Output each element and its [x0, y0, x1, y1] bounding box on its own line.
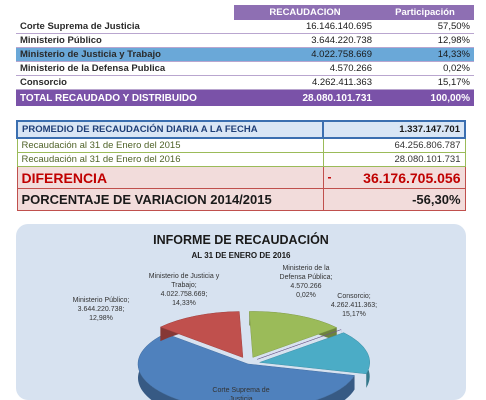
- total-label: TOTAL RECAUDADO Y DISTRIBUIDO: [16, 90, 234, 107]
- porcentaje-row[interactable]: [17, 189, 465, 211]
- total-value: 28.080.101.731: [234, 90, 376, 107]
- label-justicia-line: Trabajo;: [171, 282, 197, 289]
- row-pct: 15,17%: [376, 76, 474, 90]
- label-corte: [196, 386, 286, 400]
- recaudacion-2015-row[interactable]: [17, 138, 465, 153]
- chart-title: INFORME DE RECAUDACIÓN: [153, 233, 329, 247]
- row-name: Corte Suprema de Justicia: [16, 20, 234, 34]
- recaudacion-2016-row[interactable]: [17, 153, 465, 167]
- header-participacion: Participación: [376, 5, 474, 20]
- label-corte-line: Justicia: [229, 396, 253, 400]
- label-consorcio-line: Consorcio;: [337, 293, 371, 300]
- row-name: Ministerio Público: [16, 34, 234, 48]
- label-consorcio-line: 15,17%: [342, 311, 366, 318]
- recaudacion-2016-label: Recaudación al 31 de Enero del 2016: [17, 153, 323, 167]
- label-publico-line: 12,98%: [89, 315, 113, 322]
- row-value: 4.262.411.363: [234, 76, 376, 90]
- chart-subtitle: AL 31 DE ENERO DE 2016: [191, 251, 291, 260]
- diferencia-row[interactable]: [17, 167, 465, 189]
- label-publico-line: Ministerio Público;: [72, 297, 130, 304]
- row-name: Ministerio de la Defensa Publica: [16, 62, 234, 76]
- total-row[interactable]: [16, 90, 474, 107]
- label-justicia-line: 4.022.758.669;: [160, 291, 208, 298]
- promedio-row[interactable]: [17, 121, 465, 138]
- row-name: Ministerio de Justicia y Trabajo: [16, 48, 234, 62]
- label-justicia-line: 14,33%: [172, 300, 196, 307]
- promedio-label: PROMEDIO DE RECAUDACIÓN DIARIA A LA FECHA: [17, 121, 323, 138]
- diferencia-value: 36.176.705.056: [363, 169, 461, 186]
- label-publico: [56, 296, 146, 323]
- table-row[interactable]: [16, 34, 474, 48]
- header-recaudacion: RECAUDACION: [234, 5, 376, 20]
- label-corte-line: Corte Suprema de: [212, 387, 270, 394]
- label-justicia: [134, 272, 234, 308]
- recaudacion-2015-label: Recaudación al 31 de Enero del 2015: [17, 138, 323, 153]
- row-pct: 14,33%: [376, 48, 474, 62]
- pie-chart-panel: [16, 224, 466, 400]
- row-pct: 12,98%: [376, 34, 474, 48]
- label-defensa-line: Defensa Pública;: [279, 274, 333, 281]
- recaudacion-2016-value: 28.080.101.731: [323, 153, 465, 167]
- row-value: 3.644.220.738: [234, 34, 376, 48]
- row-name: Consorcio: [16, 76, 234, 90]
- row-pct: 57,50%: [376, 20, 474, 34]
- label-consorcio-line: 4.262.411.363;: [330, 302, 378, 309]
- label-consorcio: [314, 292, 394, 319]
- label-defensa-line: 0,02%: [296, 292, 316, 299]
- label-justicia-line: Ministerio de Justicia y: [148, 273, 220, 280]
- table-row[interactable]: [16, 62, 474, 76]
- row-value: 16.146.140.695: [234, 20, 376, 34]
- porcentaje-value: -56,30%: [323, 189, 465, 211]
- total-pct: 100,00%: [376, 90, 474, 107]
- comparison-table: [16, 120, 466, 211]
- label-publico-line: 3.644.220.738;: [77, 306, 125, 313]
- row-value: 4.570.266: [234, 62, 376, 76]
- table-row-selected[interactable]: [16, 48, 474, 62]
- summary-header-row: [16, 5, 474, 20]
- label-defensa-line: Ministerio de la: [282, 265, 330, 272]
- row-pct: 0,02%: [376, 62, 474, 76]
- row-value: 4.022.758.669: [234, 48, 376, 62]
- porcentaje-label: PORCENTAJE DE VARIACION 2014/2015: [17, 189, 323, 211]
- diferencia-sign: -: [327, 169, 332, 184]
- header-blank-cell: [16, 5, 234, 20]
- label-defensa-line: 4.570.266: [290, 283, 322, 290]
- promedio-value: 1.337.147.701: [323, 121, 465, 138]
- table-row[interactable]: [16, 20, 474, 34]
- diferencia-cell: [323, 167, 465, 189]
- diferencia-label: DIFERENCIA: [17, 167, 323, 189]
- table-row[interactable]: [16, 76, 474, 90]
- summary-table: [16, 5, 474, 106]
- recaudacion-2015-value: 64.256.806.787: [323, 138, 465, 153]
